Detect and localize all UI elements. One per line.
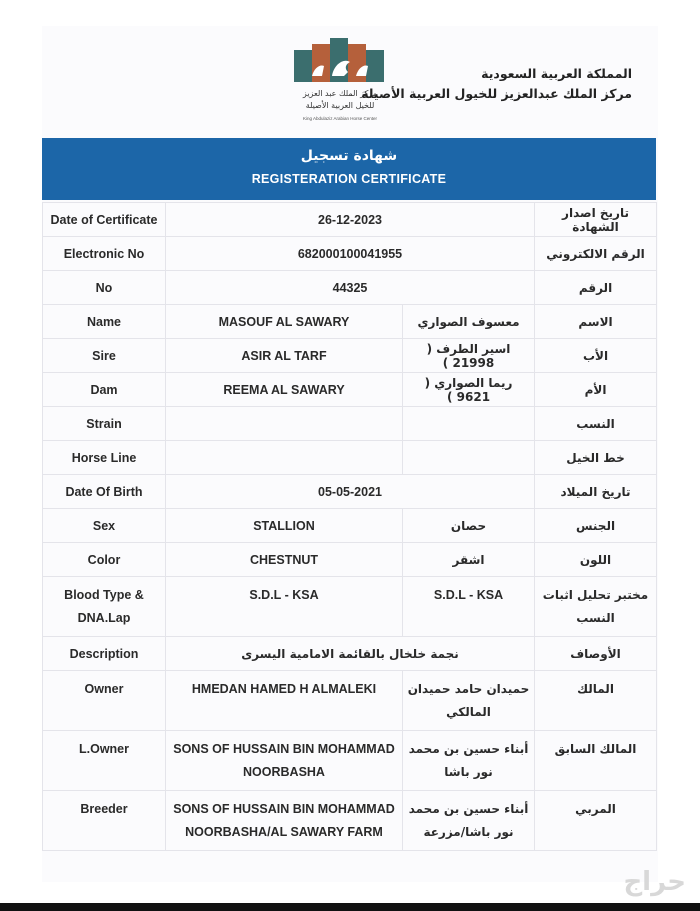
row-value: نجمة خلخال بالقائمة الامامية اليسرى [166, 637, 535, 671]
row-value-ar [403, 441, 535, 475]
row-label-ar [535, 577, 657, 637]
organization-header [361, 64, 632, 104]
row-label-en: Description [43, 637, 166, 671]
row-label-ar-line-2: النسب [576, 611, 615, 625]
row-label-ar: الأم [535, 373, 657, 407]
table-row [43, 339, 657, 373]
table-row [43, 305, 657, 339]
row-value-en-line-2: NOORBASHA/AL SAWARY FARM [185, 825, 383, 839]
row-value-en: HMEDAN HAMED H ALMALEKI [166, 671, 403, 731]
logo-text-ar-1: مركز الملك عبد العزيز [302, 89, 378, 98]
row-label-ar: الأوصاف [535, 637, 657, 671]
row-label-en: Sire [43, 339, 166, 373]
row-label-en: Breeder [43, 791, 166, 851]
row-label-ar: الرقم الالكتروني [535, 237, 657, 271]
row-label-ar: تاريخ الميلاد [535, 475, 657, 509]
table-row [43, 731, 657, 791]
table-row [43, 671, 657, 731]
logo-text-ar-2: للخيل العربية الأصيلة [305, 101, 375, 110]
row-value-en: MASOUF AL SAWARY [166, 305, 403, 339]
org-line-1: المملكة العربية السعودية [481, 66, 632, 81]
row-label-en: Sex [43, 509, 166, 543]
row-value-en [166, 441, 403, 475]
row-label-en [43, 577, 166, 637]
row-value-ar-line-1: حميدان حامد حميدان [407, 682, 530, 696]
row-label-ar: الاسم [535, 305, 657, 339]
row-value-en: ASIR AL TARF [166, 339, 403, 373]
table-row [43, 791, 657, 851]
table-row [43, 203, 657, 237]
bottom-bar [0, 903, 700, 911]
row-value-en: S.D.L - KSA [166, 577, 403, 637]
certificate-table [42, 202, 657, 851]
row-value-ar [403, 791, 535, 851]
row-value-ar: معسوف الصواري [403, 305, 535, 339]
table-row [43, 475, 657, 509]
row-value-en-line-2: NOORBASHA [243, 765, 325, 779]
row-label-en: Date of Certificate [43, 203, 166, 237]
row-value: 44325 [166, 271, 535, 305]
row-value-en-line-1: SONS OF HUSSAIN BIN MOHAMMAD [173, 802, 395, 816]
row-value-en: REEMA AL SAWARY [166, 373, 403, 407]
row-label-en: Strain [43, 407, 166, 441]
row-value-ar: اسير الطرف ( 21998 ) [403, 339, 535, 373]
table-row [43, 373, 657, 407]
certificate-banner [42, 138, 656, 200]
row-value: 682000100041955 [166, 237, 535, 271]
row-label-ar-line-1: مختبر تحليل اثبات [542, 588, 649, 602]
row-label-ar: النسب [535, 407, 657, 441]
row-label-ar: المربي [535, 791, 657, 851]
row-label-en: Date Of Birth [43, 475, 166, 509]
row-label-en: L.Owner [43, 731, 166, 791]
table-row [43, 441, 657, 475]
row-value-en-line-1: SONS OF HUSSAIN BIN MOHAMMAD [173, 742, 395, 756]
watermark: حراج [623, 867, 686, 897]
row-label-ar: الرقم [535, 271, 657, 305]
row-label-en: Owner [43, 671, 166, 731]
banner-title-ar: شهادة تسجيل [300, 148, 398, 164]
row-value: 26-12-2023 [166, 203, 535, 237]
row-label-en: Horse Line [43, 441, 166, 475]
table-row [43, 637, 657, 671]
table-row [43, 237, 657, 271]
row-label-en: Electronic No [43, 237, 166, 271]
row-value-en [166, 407, 403, 441]
table-row [43, 407, 657, 441]
row-value-ar [403, 671, 535, 731]
row-value-ar-line-2: نور باشا [444, 765, 493, 779]
table-row [43, 509, 657, 543]
row-label-ar: خط الخيل [535, 441, 657, 475]
row-value-ar: حصان [403, 509, 535, 543]
row-value-ar [403, 407, 535, 441]
row-value-ar: S.D.L - KSA [403, 577, 535, 637]
row-value-en: STALLION [166, 509, 403, 543]
row-label-ar: الجنس [535, 509, 657, 543]
banner-title-en: REGISTERATION CERTIFICATE [251, 172, 447, 186]
row-value-en [166, 791, 403, 851]
row-label-ar: الأب [535, 339, 657, 373]
row-label-ar: تاريخ اصدار الشهادة [535, 203, 657, 237]
row-label-ar: اللون [535, 543, 657, 577]
table-row [43, 271, 657, 305]
row-label-en: Name [43, 305, 166, 339]
row-label-ar: المالك [535, 671, 657, 731]
row-value-en: CHESTNUT [166, 543, 403, 577]
row-value-ar: ريما الصواري ( 9621 ) [403, 373, 535, 407]
logo-text-en: King Abdulaziz Arabian Horse Center [302, 116, 378, 121]
row-value: 05-05-2021 [166, 475, 535, 509]
row-label-en: No [43, 271, 166, 305]
row-label-en-line-1: Blood Type & [64, 588, 144, 602]
row-value-en [166, 731, 403, 791]
row-value-ar-line-1: أبناء حسين بن محمد [408, 802, 529, 816]
row-value-ar-line-2: المالكي [446, 705, 491, 719]
row-label-en: Dam [43, 373, 166, 407]
row-label-en: Color [43, 543, 166, 577]
table-row [43, 543, 657, 577]
row-value-ar-line-1: أبناء حسين بن محمد [408, 742, 529, 756]
row-label-en-line-2: DNA.Lap [77, 611, 131, 625]
row-value-ar: اشقر [403, 543, 535, 577]
row-value-ar-line-2: نور باشا/مزرعة [423, 825, 514, 839]
table-row [43, 577, 657, 637]
row-label-ar: المالك السابق [535, 731, 657, 791]
row-value-ar [403, 731, 535, 791]
org-line-2: مركز الملك عبدالعزيز للخيول العربية الأصيلة [361, 86, 632, 101]
